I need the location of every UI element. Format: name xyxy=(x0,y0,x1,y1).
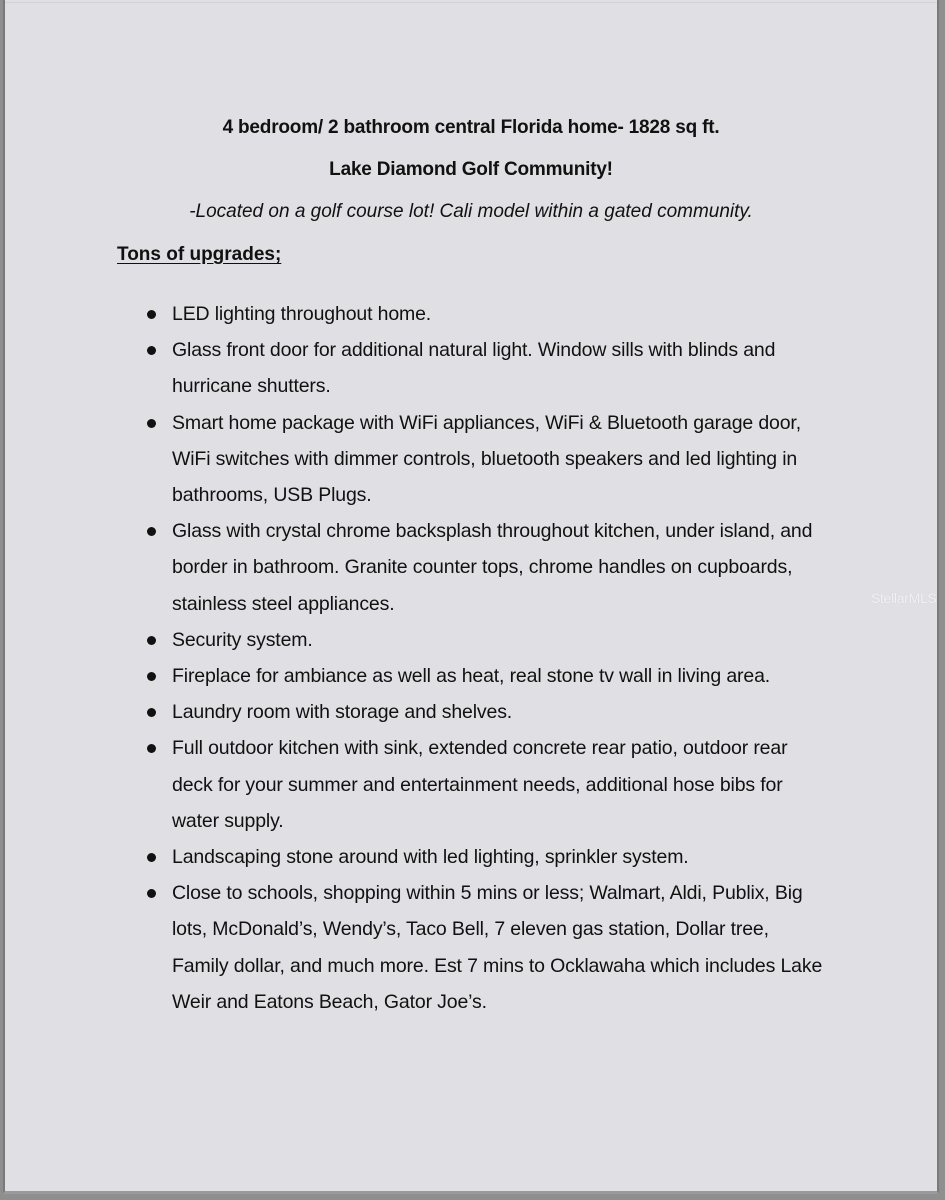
document-page xyxy=(3,0,939,1194)
mls-watermark: StellarMLS xyxy=(871,590,937,606)
bullet-icon xyxy=(147,527,156,536)
listing-title: 4 bedroom/ 2 bathroom central Florida home- 1828 sq ft. xyxy=(222,117,720,138)
upgrade-text: Landscaping stone around with led lighting, sprinkler system. xyxy=(172,846,689,869)
upgrades-heading: Tons of upgrades; xyxy=(117,244,282,265)
community-name: Lake Diamond Golf Community! xyxy=(329,159,613,180)
upgrade-text: Laundry room with storage and shelves. xyxy=(172,701,513,724)
upgrade-text: Full outdoor kitchen with sink, extended concrete rear patio, outdoor rear deck for your summer and entertainment needs, additional hose bibs for water supply. xyxy=(172,737,788,832)
page-top-edge xyxy=(5,2,937,3)
bullet-icon xyxy=(147,419,156,428)
upgrade-item xyxy=(143,875,823,1020)
upgrade-item xyxy=(143,332,823,404)
upgrade-item xyxy=(143,296,823,332)
upgrades-list xyxy=(143,296,823,1020)
bullet-icon xyxy=(147,744,156,753)
upgrade-item xyxy=(143,694,823,730)
bullet-icon xyxy=(147,708,156,717)
bullet-icon xyxy=(147,889,156,898)
upgrade-item xyxy=(143,839,823,875)
upgrade-item xyxy=(143,513,823,622)
upgrade-item xyxy=(143,405,823,514)
upgrade-text: Close to schools, shopping within 5 mins or less; Walmart, Aldi, Publix, Big lots, McDonald’s, Wendy’s, Taco Bell, 7 eleven gas station, Dollar tree, Family dollar, and much more. Est 7 mins to Ocklawaha which includes Lake Weir and Eatons Beach, Gator Joe’s. xyxy=(172,882,823,1013)
upgrade-text: LED lighting throughout home. xyxy=(172,303,432,325)
upgrade-item xyxy=(143,730,823,839)
upgrade-item xyxy=(143,658,823,694)
listing-subtitle: -Located on a golf course lot! Cali model within a gated community. xyxy=(189,201,753,222)
bullet-icon xyxy=(147,853,156,862)
upgrade-text: Glass with crystal chrome backsplash throughout kitchen, under island, and border in bathroom. Granite counter tops, chrome handles on cupboards, stainless steel appliances. xyxy=(172,520,813,615)
bullet-icon xyxy=(147,310,156,319)
bullet-icon xyxy=(147,636,156,645)
upgrade-text: Smart home package with WiFi appliances, WiFi & Bluetooth garage door, WiFi switches with dimmer controls, bluetooth speakers and led lighting in bathrooms, USB Plugs. xyxy=(172,411,801,507)
upgrade-text: Security system. xyxy=(172,628,313,651)
upgrade-item xyxy=(143,622,823,658)
bullet-icon xyxy=(147,346,156,355)
upgrade-text: Glass front door for additional natural light. Window sills with blinds and hurricane shutters. xyxy=(172,339,776,398)
bullet-icon xyxy=(147,672,156,681)
upgrade-text: Fireplace for ambiance as well as heat, real stone tv wall in living area. xyxy=(172,665,771,688)
